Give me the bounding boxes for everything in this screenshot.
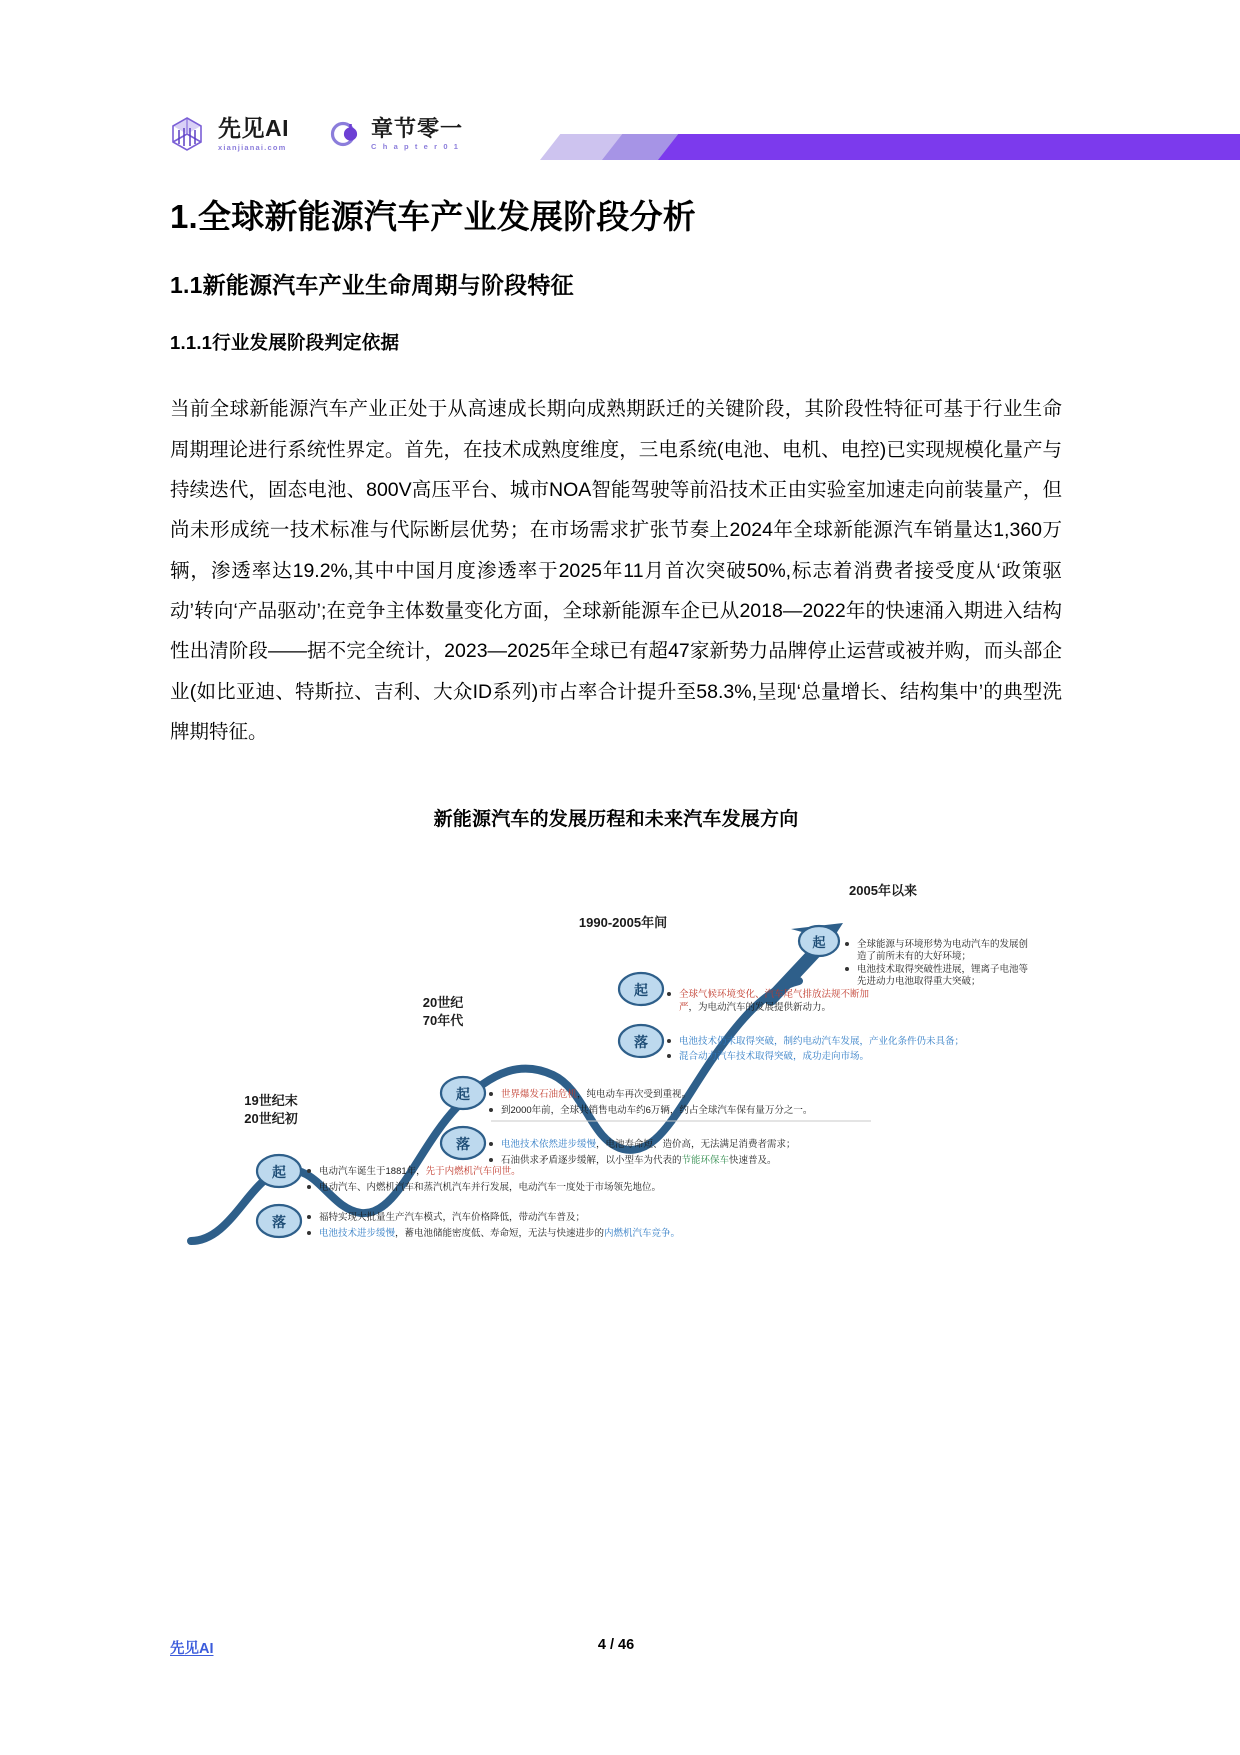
figure (170, 804, 1062, 1269)
brand-name: 先见AI (218, 115, 289, 142)
brand-row (170, 116, 463, 152)
footer-brand-link[interactable]: 先见AI (170, 1641, 214, 1657)
badge-rise-2 (441, 1077, 485, 1109)
annotation-2005-b1-l2: 造了前所未有的大好环境； (857, 951, 972, 963)
chapter-subtitle: C h a p t e r 0 1 (371, 142, 461, 152)
annotation-1970-fall (489, 1138, 796, 1166)
annotation-1990-fall-l1: 电池技术仍未取得突破，制约电动汽车发展，产业化条件仍未具备； (679, 1036, 965, 1048)
figure-caption: 新能源汽车的发展历程和未来汽车发展方向 (433, 809, 799, 831)
footer-page-number: 4 / 46 (597, 1637, 635, 1653)
annotation-19c-fall-l2: 电池技术进步缓慢，蓄电池储能密度低、寿命短，无法与快速进步的内燃机汽车竞争。 (319, 1228, 681, 1240)
section-heading-1-1: 1.1新能源汽车产业生命周期与阶段特征 (170, 272, 574, 299)
badge-fall-2 (441, 1127, 485, 1159)
annotation-19c-rise-l1: 电动汽车诞生于1881年，先于内燃机汽车问世。 (319, 1166, 521, 1178)
brand-subtitle: xianjianai.com (218, 142, 287, 152)
page-header (0, 112, 1240, 172)
annotation-1990-rise-l2: 严，为电动汽车的发展提供新动力。 (679, 1002, 832, 1014)
annotation-19c-fall-l1: 福特实现大批量生产汽车模式，汽车价格降低，带动汽车普及； (319, 1212, 586, 1224)
chapter-text (371, 117, 463, 151)
svg-text:起: 起 (634, 982, 648, 999)
svg-text:起: 起 (272, 1164, 286, 1181)
annotation-1970-rise (489, 1088, 812, 1116)
brand-divider (303, 119, 304, 149)
annotation-19c-rise (307, 1165, 661, 1193)
annotation-1990-fall-l2: 混合动力汽车技术取得突破，成功走向市场。 (679, 1051, 870, 1063)
body-paragraph: 当前全球新能源汽车产业正处于从高速成长期向成熟期跃迁的关键阶段，其阶段性特征可基于行业生命周期理论进行系统性界定。首先，在技术成熟度维度，三电系统(电池、电机、电控)已实现规模化量产与持续迭代，固态电池、800V高压平台、城市NOA智能驾驶等前沿技术正由实验室加速走向前装量产，但尚未形成统一技术标准与代际断层优势；在市场需求扩张节奏上2024年全球新能源汽车销量达1,360万辆，渗透率达19.2%,其中中国月度渗透率于2025年11月首次突破50%,标志着消费者接受度从‘政策驱动’转向‘产品驱动’;在竞争主体数量变化方面，全球新能源车企已从2018—2022年的快速涌入期进入结构性出清阶段——据不完全统计，2023—2025年全球已有超47家新势力品牌停止运营或被并购，而头部企业(如比亚迪、特斯拉、吉利、大众ID系列)市占率合计提升至58.3%,呈现‘总量增长、结构集中’的典型洗牌期特征。 (170, 398, 1062, 744)
annotation-2005-b1-l1: 全球能源与环境形势为电动汽车的发展创 (857, 939, 1029, 951)
badge-fall-3 (619, 1025, 663, 1057)
ev-development-timeline-chart (171, 849, 1061, 1269)
badge-rise-3 (619, 973, 663, 1005)
chapter-name: 章节零一 (371, 115, 464, 141)
era-label-1-line2: 20世纪初 (244, 1111, 298, 1127)
era-label-1-line1: 19世纪末 (244, 1093, 298, 1109)
xianjian-cube-logo-icon (170, 116, 204, 152)
page-footer (170, 1637, 1062, 1659)
annotation-1970-rise-l1: 世界爆发石油危机，纯电动车再次受到重视。 (501, 1089, 692, 1101)
svg-text:落: 落 (272, 1214, 286, 1231)
svg-text:起: 起 (812, 935, 826, 951)
timeline-svg (171, 849, 1061, 1269)
annotation-1970-fall-l2: 石油供求矛盾逐步缓解，以小型车为代表的节能环保车快速普及。 (501, 1155, 777, 1167)
annotation-2005 (845, 938, 1029, 987)
svg-text:落: 落 (456, 1136, 470, 1153)
era-label-2-line2: 70年代 (422, 1013, 464, 1029)
annotation-blocks (307, 938, 1029, 1239)
chapter-group (330, 117, 463, 151)
annotation-19c-fall (307, 1211, 680, 1239)
era-label-4: 2005年以来 (849, 883, 917, 899)
document-content (170, 196, 1062, 1269)
annotation-2005-b2-l1: 电池技术取得突破性进展，锂离子电池等 (857, 964, 1029, 976)
svg-text:起: 起 (456, 1086, 470, 1103)
section-heading-1-1-1: 1.1.1行业发展阶段判定依据 (170, 332, 400, 354)
chapter-circle-icon (330, 118, 362, 150)
badge-rise-4 (799, 926, 839, 956)
badge-fall-1 (257, 1205, 301, 1237)
badge-rise-1 (257, 1155, 301, 1187)
annotation-1970-fall-l1: 电池技术依然进步缓慢，电池寿命短、造价高，无法满足消费者需求； (501, 1139, 796, 1151)
annotation-19c-rise-l2: 电动汽车、内燃机汽车和蒸汽机汽车并行发展，电动汽车一度处于市场领先地位。 (319, 1182, 662, 1194)
annotation-2005-b2-l2: 先进动力电池取得重大突破； (857, 976, 981, 988)
header-banner-title: 全球新能源汽车产业发展阶段研判与主流品牌竞争格局及战略分析 (846, 118, 1215, 132)
annotation-1990-rise-l1: 全球气候环境变化、汽车尾气排放法规不断加 (679, 989, 870, 1001)
era-label-3: 1990-2005年间 (578, 915, 668, 931)
era-label-2-line1: 20世纪 (422, 995, 464, 1011)
annotation-1990-fall (667, 1035, 964, 1062)
annotation-1970-rise-l2: 到2000年前，全球共销售电动车约6万辆，约占全球汽车保有量万分之一。 (501, 1105, 813, 1117)
brand-block (218, 116, 289, 151)
svg-text:落: 落 (634, 1034, 648, 1051)
page-title: 1.全球新能源汽车产业发展阶段分析 (170, 198, 696, 235)
